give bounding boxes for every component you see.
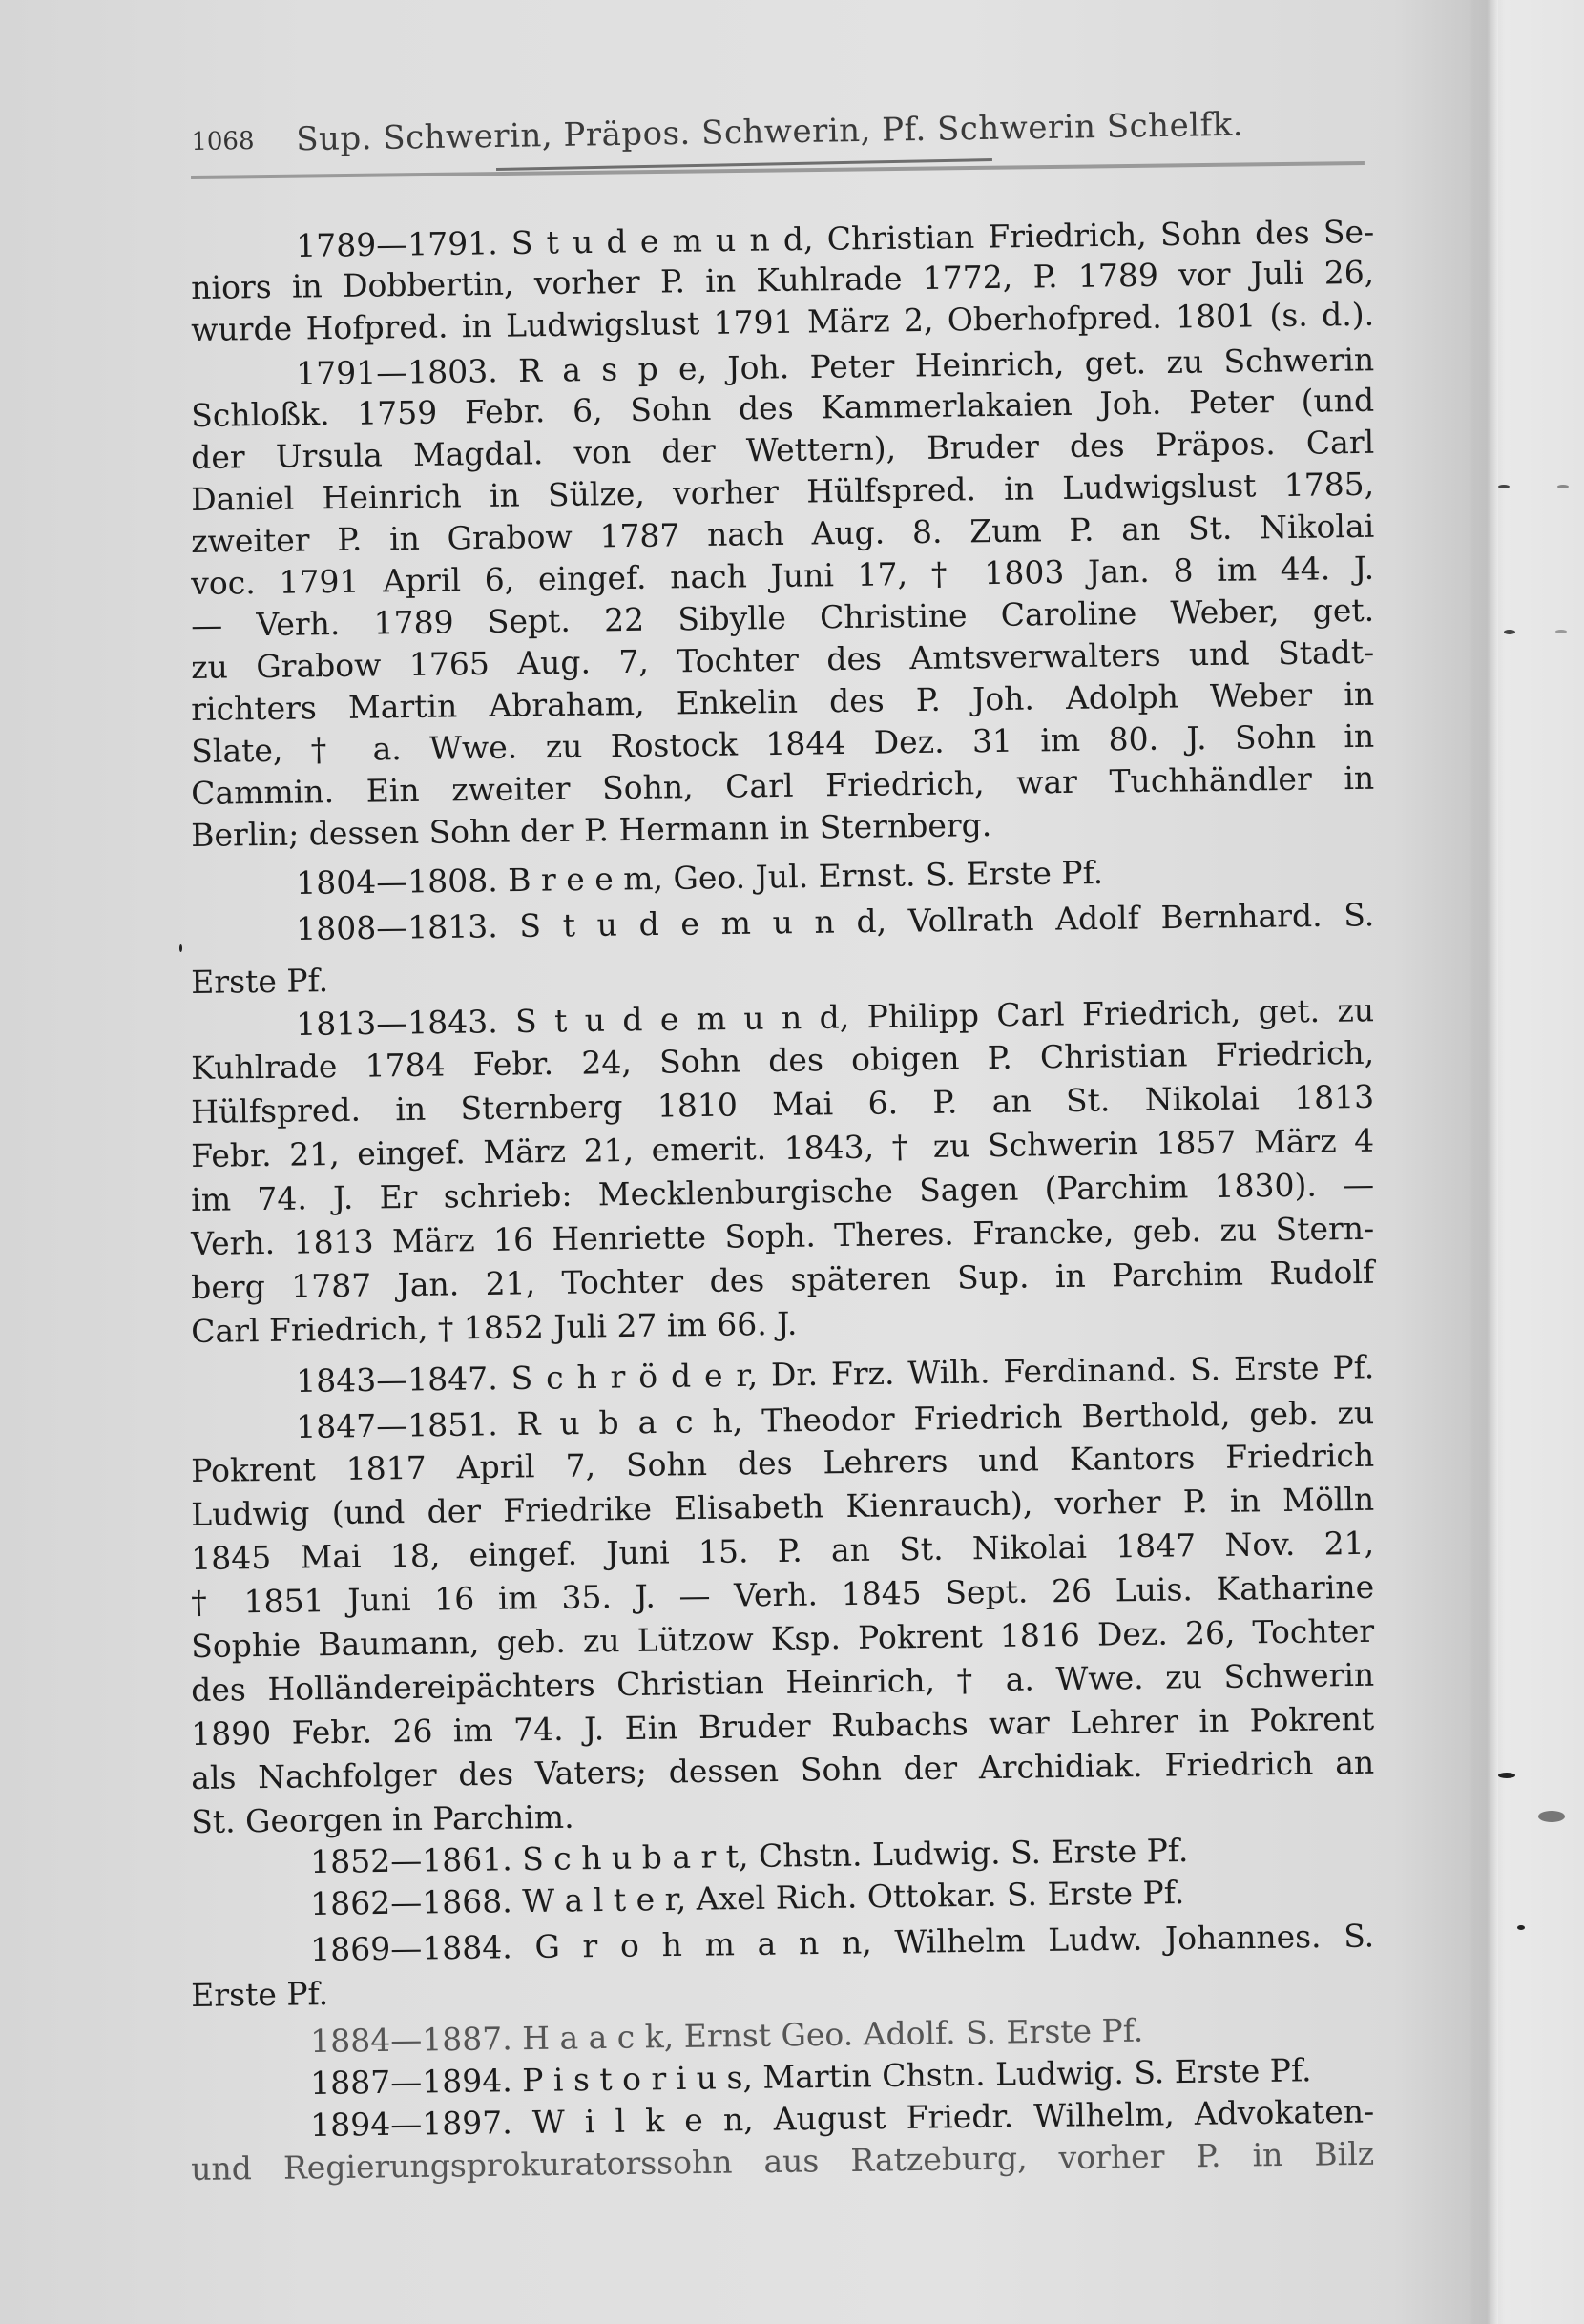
text-line: Hülfspred. in Sternberg 1810 Mai 6. P. an St. Nikolai 1813 bbox=[191, 1077, 1375, 1131]
text-line: 1869—1884. G r o h m a n n, Wilhelm Ludw. Johannes. S. bbox=[310, 1917, 1375, 1968]
text-line: 1791—1803. R a s p e, Joh. Peter Heinrich, get. zu Schwerin bbox=[296, 341, 1375, 392]
scan-speck bbox=[1504, 630, 1515, 634]
text-line: des Holländereipächters Christian Heinrich, † a. Wwe. zu Schwerin bbox=[191, 1655, 1375, 1709]
text-line: Pokrent 1817 April 7, Sohn des Lehrers und Kantors Friedrich bbox=[191, 1436, 1375, 1489]
text-line: 1843—1847. S c h r ö d e r, Dr. Frz. Wilh. Ferdinand. S. Erste Pf. bbox=[296, 1348, 1375, 1400]
scan-speck bbox=[1498, 485, 1510, 488]
text-line: zweiter P. in Grabow 1787 nach Aug. 8. Zum P. an St. Nikolai bbox=[191, 507, 1375, 560]
text-line: Daniel Heinrich in Sülze, vorher Hülfspred. in Ludwigslust 1785, bbox=[191, 465, 1375, 518]
text-line: † 1851 Juni 16 im 35. J. — Verh. 1845 Sept. 26 Luis. Katharine bbox=[191, 1567, 1375, 1621]
text-line: 1894—1897. W i l k e n, August Friedr. Wilhelm, Advokaten- bbox=[310, 2092, 1375, 2144]
running-header bbox=[191, 104, 1355, 160]
text-line: 1804—1808. B r e e m, Geo. Jul. Ernst. S. Erste Pf. bbox=[296, 853, 1104, 902]
text-line: 1887—1894. P i s t o r i u s, Martin Chstn. Ludwig. S. Erste Pf. bbox=[310, 2051, 1312, 2102]
text-line: der Ursula Magdal. von der Wettern), Bruder des Präpos. Carl bbox=[191, 423, 1375, 476]
text-line: als Nachfolger des Vaters; dessen Sohn der Archidiak. Friedrich an bbox=[191, 1743, 1375, 1796]
text-line: Schloßk. 1759 Febr. 6, Sohn des Kammerlakaien Joh. Peter (und bbox=[191, 381, 1375, 434]
text-line: Slate, † a. Wwe. zu Rostock 1844 Dez. 31 im 80. J. Sohn in bbox=[191, 716, 1375, 770]
page-number: 1068 bbox=[191, 126, 255, 156]
text-line: Berlin; dessen Sohn der P. Hermann in Sternberg. bbox=[191, 806, 992, 854]
text-line: Ludwig (und der Friedrike Elisabeth Kienrauch), vorher P. in Mölln bbox=[191, 1480, 1375, 1533]
text-line: 1862—1868. W a l t e r, Axel Rich. Ottokar. S. Erste Pf. bbox=[310, 1874, 1185, 1922]
scan-speck bbox=[1555, 630, 1567, 633]
text-line: Febr. 21, eingef. März 21, emerit. 1843, † zu Schwerin 1857 März 4 bbox=[191, 1121, 1375, 1174]
text-line: 1789—1791. S t u d e m u n d, Christian Friedrich, Sohn des Se- bbox=[296, 213, 1375, 264]
text-line: Carl Friedrich, † 1852 Juli 27 im 66. J. bbox=[191, 1304, 798, 1350]
scan-speck bbox=[1538, 1811, 1565, 1822]
scan-speck bbox=[1498, 1773, 1515, 1778]
text-line: 1890 Febr. 26 im 74. J. Ein Bruder Rubachs war Lehrer in Pokrent bbox=[191, 1699, 1375, 1753]
text-line: Verh. 1813 März 16 Henriette Soph. Theres. Francke, geb. zu Stern- bbox=[191, 1209, 1375, 1262]
text-line: 1847—1851. R u b a c h, Theodor Friedrich Berthold, geb. zu bbox=[296, 1394, 1375, 1445]
text-line: 1808—1813. S t u d e m u n d, Vollrath Adolf Bernhard. S. bbox=[296, 896, 1375, 947]
text-line: wurde Hofpred. in Ludwigslust 1791 März 2, Oberhofpred. 1801 (s. d.). bbox=[191, 295, 1375, 348]
running-title: Sup. Schwerin, Präpos. Schwerin, Pf. Schwerin Schelfk. bbox=[295, 105, 1244, 159]
scan-speck bbox=[179, 944, 182, 952]
text-line: 1813—1843. S t u d e m u n d, Philipp Carl Friedrich, get. zu bbox=[296, 991, 1375, 1043]
scan-speck bbox=[1517, 1925, 1525, 1930]
text-line: berg 1787 Jan. 21, Tochter des späteren Sup. in Parchim Rudolf bbox=[191, 1253, 1375, 1306]
text-line: — Verh. 1789 Sept. 22 Sibylle Christine Caroline Weber, get. bbox=[191, 591, 1375, 644]
text-line: richters Martin Abraham, Enkelin des P. Joh. Adolph Weber in bbox=[191, 674, 1375, 728]
text-line: 1852—1861. S c h u b a r t, Chstn. Ludwig. S. Erste Pf. bbox=[310, 1831, 1189, 1880]
text-line: Cammin. Ein zweiter Sohn, Carl Friedrich, war Tuchhändler in bbox=[191, 758, 1375, 812]
page-gutter-shadow bbox=[1469, 0, 1498, 2324]
text-line: 1884—1887. H a a c k, Ernst Geo. Adolf. S. Erste Pf. bbox=[310, 2011, 1144, 2060]
text-line: niors in Dobbertin, vorher P. in Kuhlrade 1772, P. 1789 vor Juli 26, bbox=[191, 253, 1375, 306]
text-line: im 74. J. Er schrieb: Mecklenburgische Sagen (Parchim 1830). — bbox=[191, 1165, 1375, 1218]
text-line: 1845 Mai 18, eingef. Juni 15. P. an St. Nikolai 1847 Nov. 21, bbox=[191, 1524, 1375, 1577]
text-line: Sophie Baumann, geb. zu Lützow Ksp. Pokrent 1816 Dez. 26, Tochter bbox=[191, 1611, 1375, 1665]
text-line: voc. 1791 April 6, eingef. nach Juni 17, † 1803 Jan. 8 im 44. J. bbox=[191, 549, 1375, 602]
text-line: zu Grabow 1765 Aug. 7, Tochter des Amtsverwalters und Stadt- bbox=[191, 633, 1375, 686]
text-line: Kuhlrade 1784 Febr. 24, Sohn des obigen P. Christian Friedrich, bbox=[191, 1033, 1375, 1087]
scan-speck bbox=[1557, 485, 1569, 488]
text-line: und Regierungsprokuratorssohn aus Ratzeburg, vorher P. in Bilz bbox=[191, 2134, 1375, 2188]
text-line: Erste Pf. bbox=[191, 1975, 329, 2014]
text-line: Erste Pf. bbox=[191, 962, 329, 1001]
text-line: St. Georgen in Parchim. bbox=[191, 1797, 574, 1840]
